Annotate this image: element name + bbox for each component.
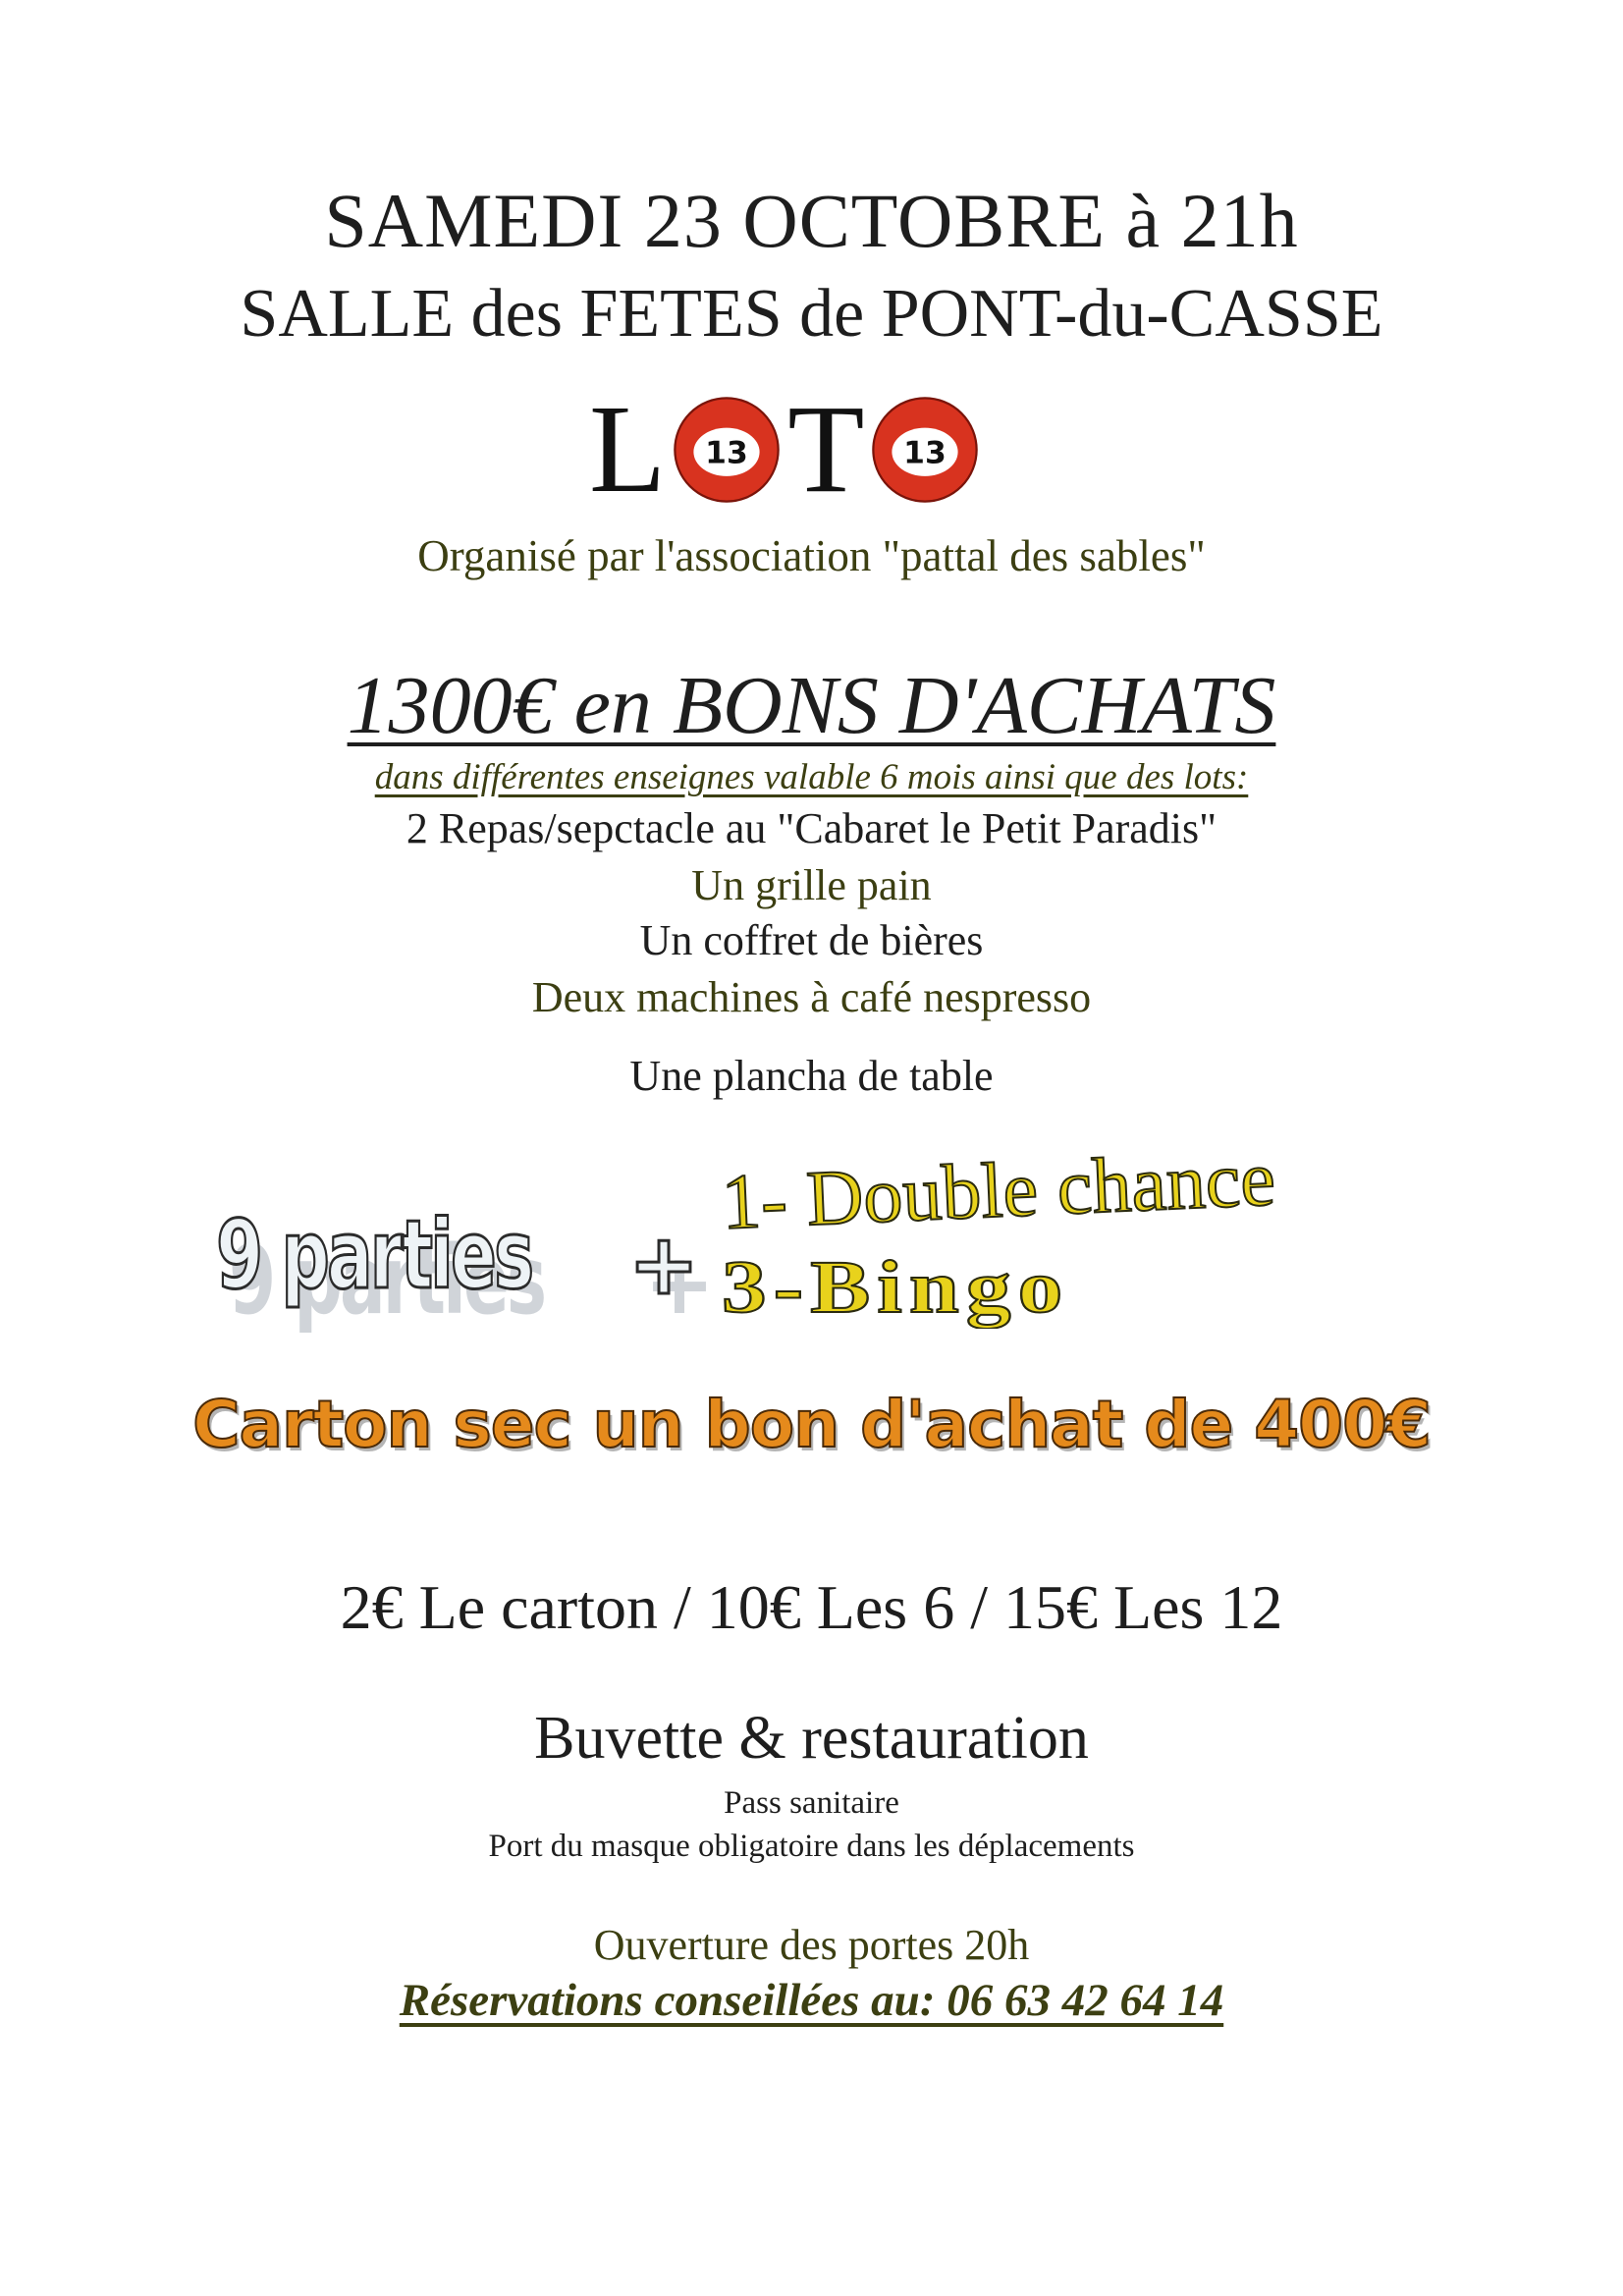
carton-sec-line: Carton sec un bon d'achat de 400€ xyxy=(192,1387,1431,1462)
doors-open-line: Ouverture des portes 20h xyxy=(593,1921,1030,1969)
ball-number: 13 xyxy=(705,434,749,470)
loto-letter-l: L xyxy=(589,379,667,519)
buvette-line: Buvette & restauration xyxy=(534,1705,1089,1772)
reservation-line: Réservations conseillées au: 06 63 42 64 14 xyxy=(399,1975,1224,2026)
prize-item: Un grille pain xyxy=(691,861,932,909)
prize-item: Deux machines à café nespresso xyxy=(531,973,1092,1021)
double-chance-line: 1- Double chance xyxy=(720,1135,1277,1246)
event-date: SAMEDI 23 OCTOBRE à 21h xyxy=(324,178,1299,263)
loto-logo xyxy=(589,379,1080,519)
bingo-line: 3-Bingo xyxy=(722,1246,1070,1329)
card-prices: 2€ Le carton / 10€ Les 6 / 15€ Les 12 xyxy=(340,1572,1283,1642)
organizer-line: Organisé par l'association "pattal des sables" xyxy=(417,531,1206,580)
pass-sanitaire-line: Pass sanitaire xyxy=(724,1785,899,1821)
ball-number: 13 xyxy=(903,434,947,470)
prize-amount-heading: 1300€ en BONS D'ACHATS xyxy=(347,660,1276,751)
parties-count: 9 parties xyxy=(216,1200,532,1310)
prize-subline: dans différentes enseignes valable 6 mois ainsi que des lots: xyxy=(374,757,1249,797)
prize-item: Un coffret de bières xyxy=(639,916,984,964)
plus-sign: + xyxy=(628,1216,700,1314)
mask-notice: Port du masque obligatoire dans les déplacements xyxy=(488,1829,1135,1864)
lottery-ball-icon xyxy=(870,395,980,505)
prize-item: 2 Repas/sepctacle au "Cabaret le Petit Paradis" xyxy=(406,804,1217,852)
prize-item: Une plancha de table xyxy=(629,1052,994,1100)
loto-letter-t: T xyxy=(787,379,865,519)
lottery-ball-icon xyxy=(672,395,782,505)
event-venue: SALLE des FETES de PONT-du-CASSE xyxy=(240,276,1383,352)
